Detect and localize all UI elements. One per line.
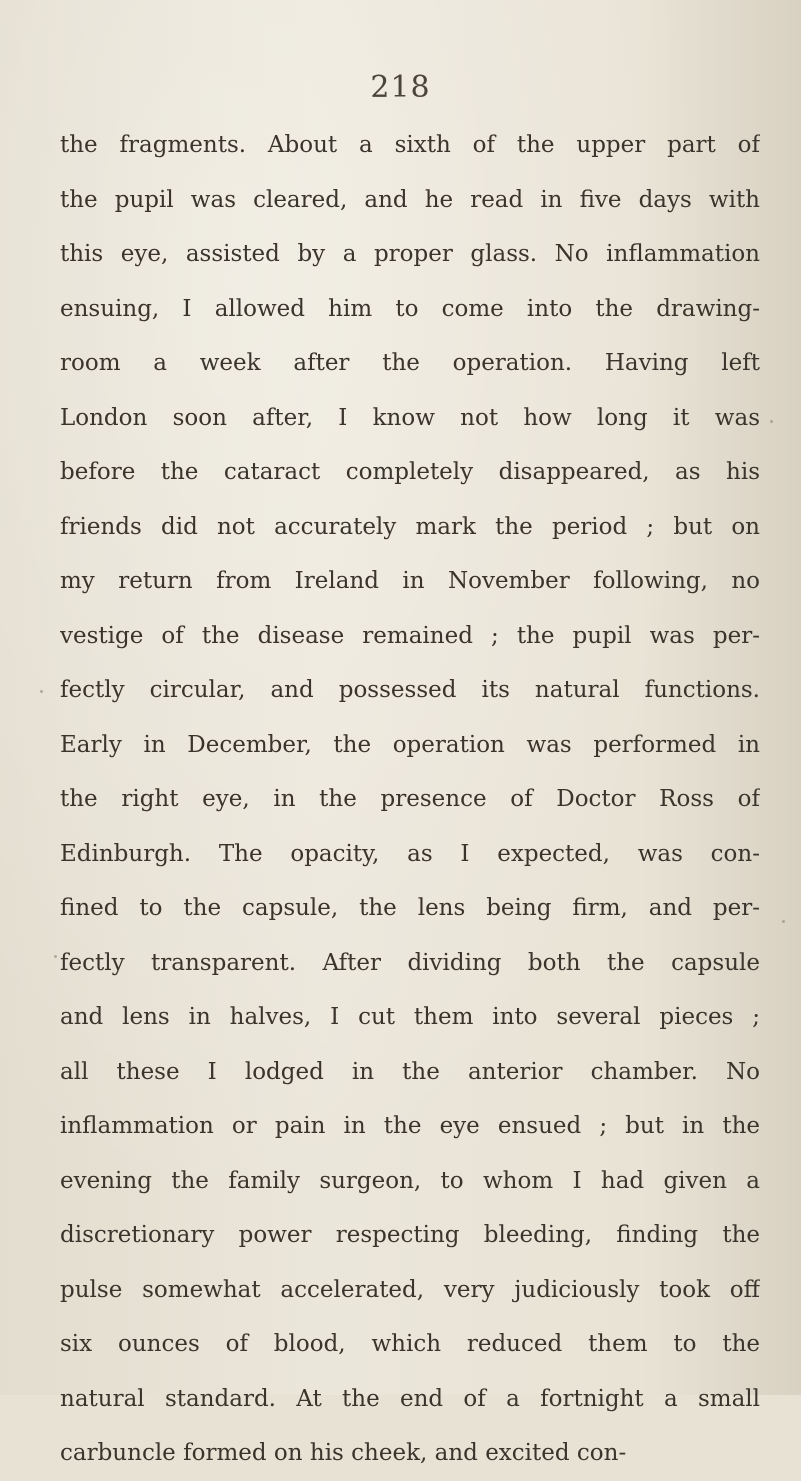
- text-line: friends did not accurately mark the period ; but on: [60, 513, 760, 540]
- text-line: this eye, assisted by a proper glass. No inflammation: [60, 241, 760, 267]
- text-line: discretionary power respecting bleeding, finding the: [60, 1222, 760, 1248]
- text-line: vestige of the disease remained ; the pupil was per-: [60, 622, 760, 649]
- text-line: natural standard. At the end of a fortnight a small: [60, 1385, 760, 1412]
- text-line: and lens in halves, I cut them into several pieces ;: [60, 1004, 760, 1030]
- text-line: fectly circular, and possessed its natural functions.: [60, 677, 760, 703]
- text-line: room a week after the operation. Having left: [60, 350, 760, 376]
- text-line: fined to the capsule, the lens being firm, and per-: [60, 895, 760, 921]
- text-line: Early in December, the operation was performed in: [60, 731, 760, 758]
- text-line: the fragments. About a sixth of the upper part of: [60, 132, 760, 158]
- text-line: inflammation or pain in the eye ensued ; but in the: [60, 1113, 760, 1139]
- text-line: ensuing, I allowed him to come into the drawing-: [60, 295, 760, 322]
- text-line: fectly transparent. After dividing both the capsule: [60, 949, 760, 976]
- page-number: 218: [370, 70, 431, 105]
- text-line: pulse somewhat accelerated, very judiciously took off: [60, 1276, 760, 1303]
- text-line: evening the family surgeon, to whom I had given a: [60, 1167, 760, 1194]
- text-line: the right eye, in the presence of Doctor Ross of: [60, 786, 760, 812]
- paper-speck: [54, 955, 57, 958]
- text-line: before the cataract completely disappeared, as his: [60, 459, 760, 485]
- text-line: carbuncle formed on his cheek, and excited con-: [60, 1440, 627, 1466]
- text-line: Edinburgh. The opacity, as I expected, was con-: [60, 840, 760, 867]
- text-line: the pupil was cleared, and he read in five days with: [60, 186, 760, 213]
- text-line: London soon after, I know not how long it was: [60, 404, 760, 431]
- paper-speck: [40, 690, 43, 693]
- paper-speck: [770, 420, 773, 423]
- body-text: [60, 118, 760, 1481]
- paper-speck: [782, 920, 785, 923]
- text-line: all these I lodged in the anterior chamber. No: [60, 1058, 760, 1085]
- text-line: my return from Ireland in November following, no: [60, 568, 760, 594]
- text-line: six ounces of blood, which reduced them to the: [60, 1331, 760, 1357]
